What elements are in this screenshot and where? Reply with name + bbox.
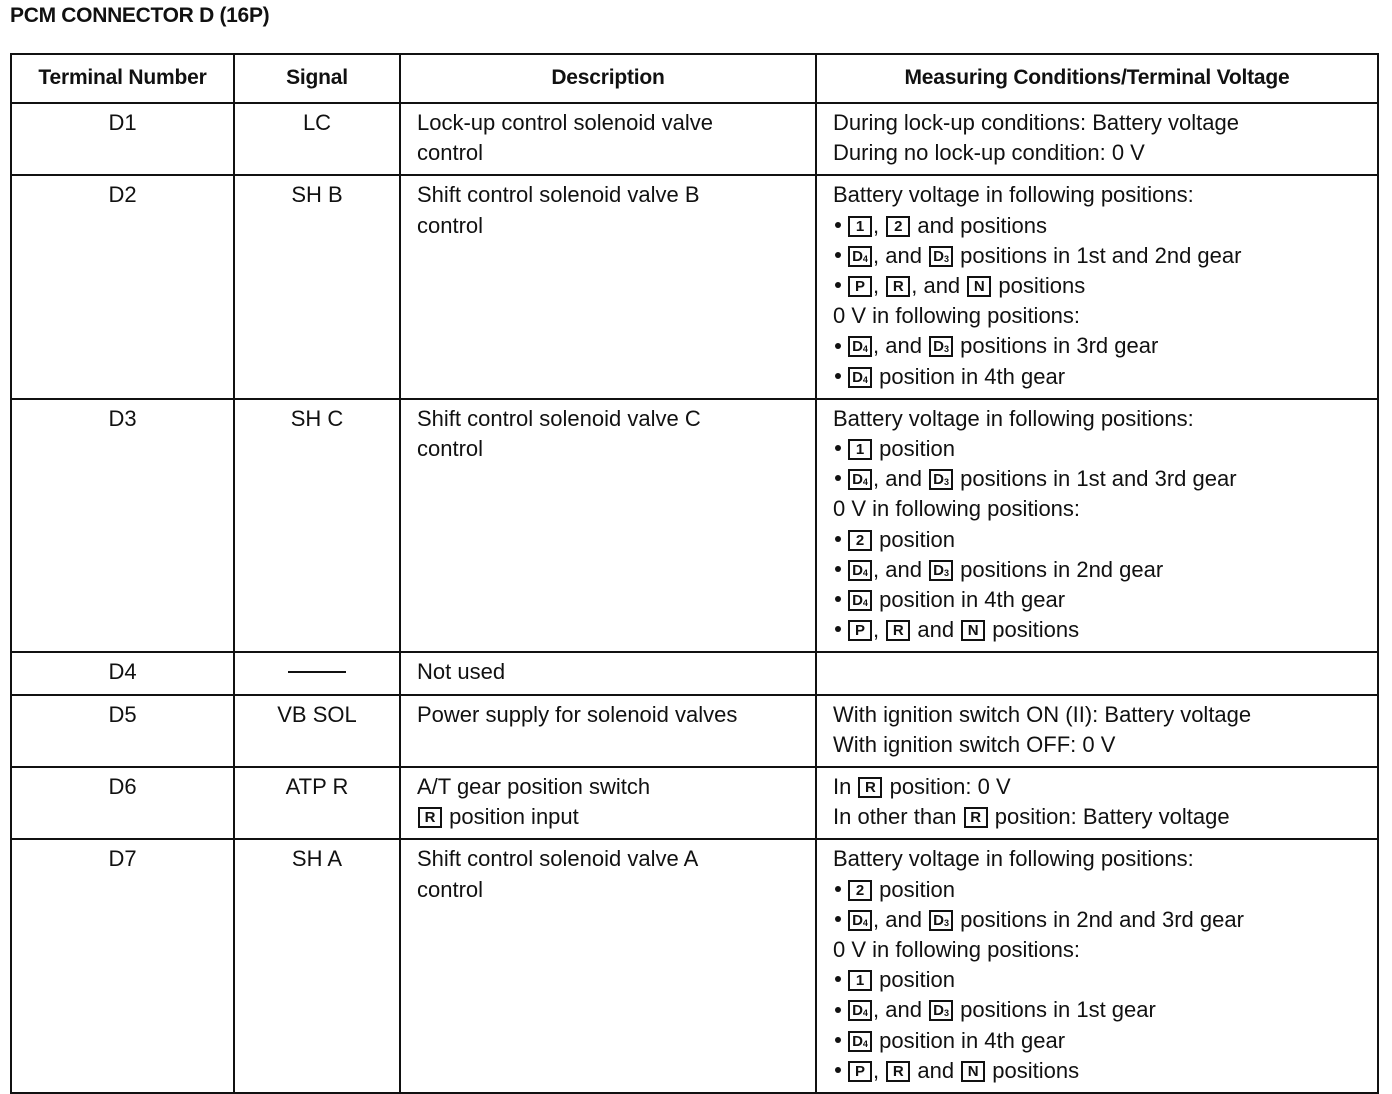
condition-line: $D_4$ , and $D_3$ positions in 1st gear — [833, 995, 1367, 1025]
gear-position-r-icon: R — [858, 777, 882, 798]
bullet-icon — [835, 373, 841, 379]
condition-line: $D_4$ , and $D_3$ positions in 2nd gear — [833, 555, 1367, 585]
description-line: R position input — [417, 802, 805, 832]
cell-measuring-conditions — [816, 767, 1378, 839]
bullet-icon — [835, 536, 841, 542]
cell-signal: SH B — [234, 175, 400, 398]
cell-description — [400, 695, 816, 767]
gear-position-r-icon: R — [418, 807, 442, 828]
bullet-icon — [835, 596, 841, 602]
pcm-connector-table — [10, 53, 1379, 1094]
condition-line: P , R , and N positions — [833, 271, 1367, 301]
bullet-icon — [835, 252, 841, 258]
table-row — [11, 695, 1378, 767]
bullet-icon — [835, 1067, 841, 1073]
gear-position-d3-icon: $D_3$ — [929, 560, 953, 581]
gear-position-r-icon: R — [886, 276, 910, 297]
condition-line: $D_4$ position in 4th gear — [833, 1026, 1367, 1056]
description-line: control — [417, 876, 484, 902]
cell-terminal-number: D6 — [11, 767, 234, 839]
gear-position-1-icon: 1 — [848, 970, 872, 991]
gear-position-d3-icon: $D_3$ — [929, 910, 953, 931]
condition-line: $D_4$ , and $D_3$ positions in 1st and 3rd gear — [833, 464, 1367, 494]
condition-line: P , R and N positions — [833, 615, 1367, 645]
cell-description — [400, 839, 816, 1093]
description-line: Not used — [417, 659, 506, 685]
cell-description — [400, 175, 816, 398]
cell-signal: SH C — [234, 399, 400, 653]
cell-description — [400, 767, 816, 839]
description-line: control — [417, 436, 484, 462]
cell-measuring-conditions — [816, 695, 1378, 767]
table-row — [11, 839, 1378, 1093]
gear-position-d4-icon: $D_4$ — [848, 560, 872, 581]
bullet-icon — [835, 566, 841, 572]
table-row — [11, 399, 1378, 653]
cell-terminal-number: D2 — [11, 175, 234, 398]
condition-line: 2 position — [833, 525, 1367, 555]
gear-position-d4-icon: $D_4$ — [848, 910, 872, 931]
cell-measuring-conditions — [816, 103, 1378, 175]
no-signal-dash — [288, 671, 346, 673]
document-title: PCM CONNECTOR D (16P) — [10, 4, 270, 27]
condition-line: 0 V in following positions: — [833, 496, 1081, 522]
cell-signal: ATP R — [234, 767, 400, 839]
cell-description — [400, 103, 816, 175]
table-row — [11, 652, 1378, 694]
gear-position-2-icon: 2 — [886, 216, 910, 237]
cell-signal: VB SOL — [234, 695, 400, 767]
condition-line: $D_4$ , and $D_3$ positions in 1st and 2nd gear — [833, 241, 1367, 271]
cell-terminal-number: D1 — [11, 103, 234, 175]
cell-measuring-conditions — [816, 175, 1378, 398]
gear-position-d4-icon: $D_4$ — [848, 246, 872, 267]
gear-position-d4-icon: $D_4$ — [848, 469, 872, 490]
gear-position-1-icon: 1 — [848, 216, 872, 237]
description-line: control — [417, 212, 484, 238]
table-row — [11, 767, 1378, 839]
condition-line: $D_4$ , and $D_3$ positions in 3rd gear — [833, 331, 1367, 361]
gear-position-n-icon: N — [967, 276, 991, 297]
condition-line: 0 V in following positions: — [833, 303, 1081, 329]
condition-line: Battery voltage in following positions: — [833, 405, 1194, 431]
gear-position-d4-icon: $D_4$ — [848, 1031, 872, 1052]
bullet-icon — [835, 916, 841, 922]
condition-line: Battery voltage in following positions: — [833, 182, 1194, 208]
header-terminal-number: Terminal Number — [11, 54, 234, 103]
gear-position-1-icon: 1 — [848, 439, 872, 460]
gear-position-r-icon: R — [886, 1061, 910, 1082]
gear-position-d4-icon: $D_4$ — [848, 336, 872, 357]
header-description: Description — [400, 54, 816, 103]
condition-line: 1 , 2 and positions — [833, 211, 1367, 241]
bullet-icon — [835, 1037, 841, 1043]
cell-terminal-number: D4 — [11, 652, 234, 694]
condition-line: In R position: 0 V — [833, 774, 1011, 800]
gear-position-n-icon: N — [961, 620, 985, 641]
condition-line: With ignition switch ON (II): Battery voltage — [833, 701, 1252, 727]
gear-position-d4-icon: $D_4$ — [848, 590, 872, 611]
cell-signal: LC — [234, 103, 400, 175]
condition-line: 1 position — [833, 434, 1367, 464]
gear-position-2-icon: 2 — [848, 880, 872, 901]
cell-measuring-conditions — [816, 652, 1378, 694]
gear-position-d4-icon: $D_4$ — [848, 367, 872, 388]
bullet-icon — [835, 445, 841, 451]
cell-measuring-conditions — [816, 399, 1378, 653]
gear-position-d3-icon: $D_3$ — [929, 1000, 953, 1021]
gear-position-n-icon: N — [961, 1061, 985, 1082]
condition-line: 0 V in following positions: — [833, 937, 1081, 963]
description-line: A/T gear position switch — [417, 774, 651, 800]
cell-terminal-number: D7 — [11, 839, 234, 1093]
gear-position-d3-icon: $D_3$ — [929, 469, 953, 490]
bullet-icon — [835, 886, 841, 892]
table-row — [11, 103, 1378, 175]
condition-line: $D_4$ position in 4th gear — [833, 362, 1367, 392]
bullet-icon — [835, 475, 841, 481]
header-measuring-conditions: Measuring Conditions/Terminal Voltage — [816, 54, 1378, 103]
gear-position-r-icon: R — [964, 807, 988, 828]
bullet-icon — [835, 343, 841, 349]
cell-terminal-number: D3 — [11, 399, 234, 653]
gear-position-2-icon: 2 — [848, 530, 872, 551]
condition-line: During no lock-up condition: 0 V — [833, 140, 1145, 166]
cell-description — [400, 652, 816, 694]
gear-position-d3-icon: $D_3$ — [929, 246, 953, 267]
condition-line: 1 position — [833, 965, 1367, 995]
bullet-icon — [835, 1007, 841, 1013]
gear-position-r-icon: R — [886, 620, 910, 641]
gear-position-p-icon: P — [848, 276, 872, 297]
bullet-icon — [835, 222, 841, 228]
condition-line: With ignition switch OFF: 0 V — [833, 731, 1116, 757]
condition-line: $D_4$ position in 4th gear — [833, 585, 1367, 615]
condition-line: $D_4$ , and $D_3$ positions in 2nd and 3rd gear — [833, 905, 1367, 935]
condition-line: During lock-up conditions: Battery voltage — [833, 110, 1239, 135]
gear-position-p-icon: P — [848, 620, 872, 641]
cell-measuring-conditions — [816, 839, 1378, 1093]
gear-position-p-icon: P — [848, 1061, 872, 1082]
condition-line: In other than R position: Battery voltage — [833, 804, 1230, 830]
gear-position-d3-icon: $D_3$ — [929, 336, 953, 357]
table-row — [11, 175, 1378, 398]
table-body — [11, 103, 1378, 1093]
description-line: Power supply for solenoid valves — [417, 701, 738, 727]
description-line: Shift control solenoid valve C — [417, 405, 701, 431]
cell-description — [400, 399, 816, 653]
bullet-icon — [835, 282, 841, 288]
table-header-row — [11, 54, 1378, 103]
condition-line: Battery voltage in following positions: — [833, 846, 1194, 872]
description-line: control — [417, 140, 484, 166]
cell-signal — [234, 652, 400, 694]
cell-terminal-number: D5 — [11, 695, 234, 767]
description-line: Shift control solenoid valve B — [417, 182, 700, 208]
condition-line: P , R and N positions — [833, 1056, 1367, 1086]
description-line: Shift control solenoid valve A — [417, 846, 699, 872]
bullet-icon — [835, 626, 841, 632]
bullet-icon — [835, 976, 841, 982]
header-signal: Signal — [234, 54, 400, 103]
cell-signal: SH A — [234, 839, 400, 1093]
condition-line: 2 position — [833, 875, 1367, 905]
gear-position-d4-icon: $D_4$ — [848, 1000, 872, 1021]
description-line: Lock-up control solenoid valve — [417, 110, 713, 135]
